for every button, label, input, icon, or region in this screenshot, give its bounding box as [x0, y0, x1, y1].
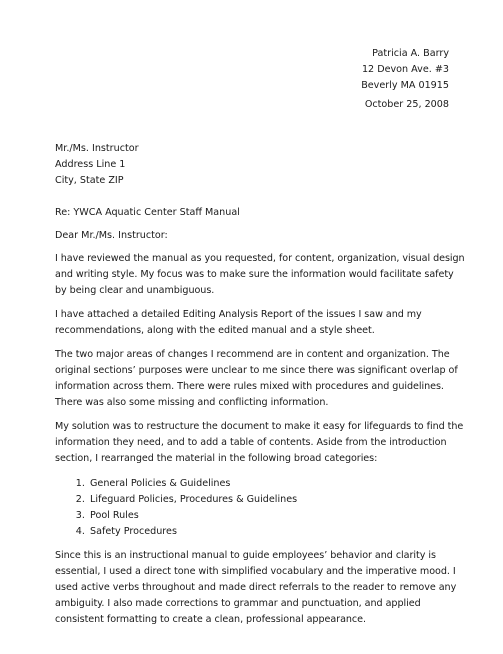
recipient-address-block — [55, 141, 465, 189]
paragraph: I have reviewed the manual as you requested, for content, organization, visual design and writing style. My focus was to make sure the information would facilitate safety by being clear and unambiguous. — [55, 253, 465, 296]
salutation: Dear Mr./Ms. Instructor: — [55, 230, 168, 241]
paragraph: I have attached a detailed Editing Analysis Report of the issues I saw and my recommendations, along with the edited manual and a style sheet. — [55, 309, 422, 336]
category-item: 1. General Policies & Guidelines — [88, 476, 465, 492]
sender-city: Beverly MA 01915 — [361, 80, 449, 91]
sender-address-block — [361, 46, 449, 94]
recipient-name: Mr./Ms. Instructor — [55, 143, 139, 154]
category-item: 3. Pool Rules — [88, 508, 465, 524]
paragraph: My solution was to restructure the document to make it easy for lifeguards to find the information they need, and to add a table of contents. Aside from the introduction section, I rearranged the material in the following broad categories: — [55, 421, 464, 464]
sender-street: 12 Devon Ave. #3 — [361, 64, 449, 75]
category-item: 4. Safety Procedures — [88, 524, 465, 540]
recipient-address: Address Line 1 — [55, 159, 126, 170]
paragraph: The two major areas of changes I recommend are in content and organization. The original sections’ purposes were unclear to me since there was significant overlap of information across them. There were rules mixed with procedures and guidelines. There was also some missing and conflicting information. — [55, 349, 458, 408]
letter-date: October 25, 2008 — [364, 99, 449, 110]
recipient-city: City, State ZIP — [55, 175, 124, 186]
paragraph: Since this is an instructional manual to guide employees’ behavior and clarity is essential, I used a direct tone with simplified vocabulary and the imperative mood. I used active verbs throughout and made direct referrals to the reader to remove any ambiguity. I also made corrections to grammar and punctuation, and applied consistent formatting to create a clean, professional appearance. — [55, 550, 457, 625]
letter-body — [55, 141, 465, 628]
category-list — [55, 476, 465, 540]
sender-name: Patricia A. Barry — [372, 48, 449, 59]
category-item: 2. Lifeguard Policies, Procedures & Guidelines — [88, 492, 465, 508]
subject-line: Re: YWCA Aquatic Center Staff Manual — [55, 207, 240, 218]
